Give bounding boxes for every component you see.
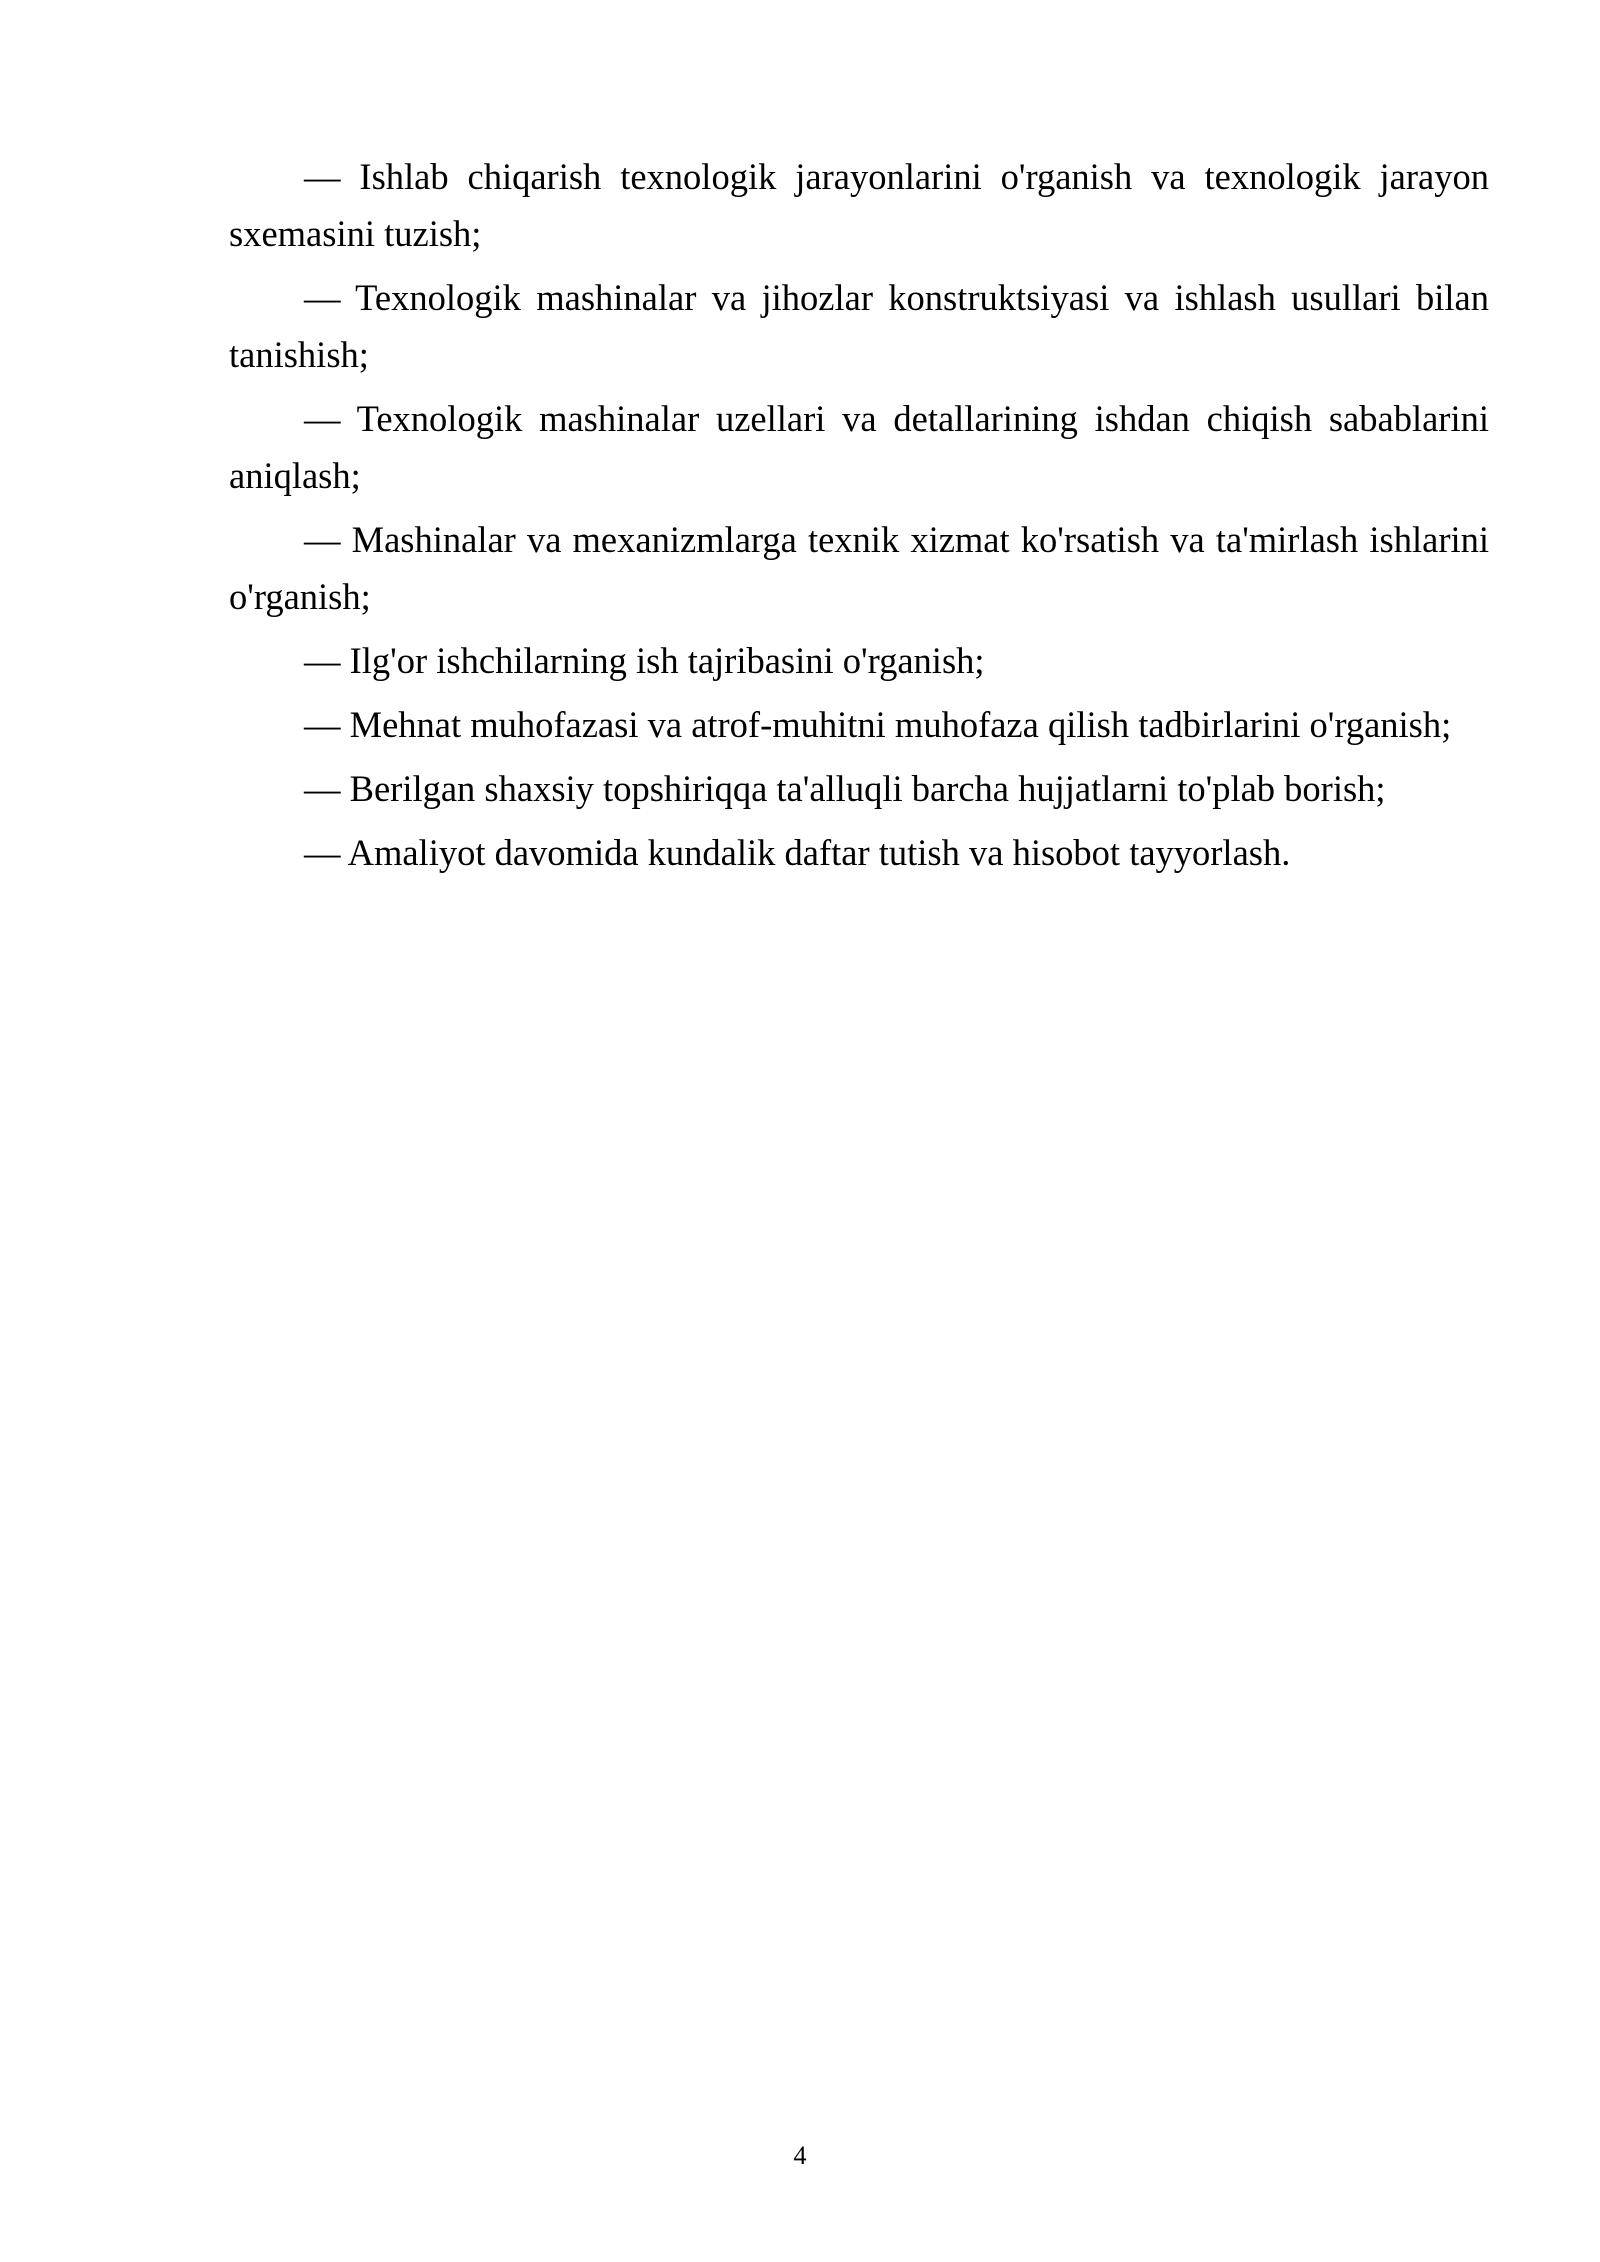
- list-item-maintenance-repair: — Mashinalar va mexanizmlarga texnik xizmat ko'rsatish va ta'mirlash ishlarini o'rganish;: [229, 519, 1489, 617]
- page-number: 4: [793, 2141, 807, 2170]
- list-item-advanced-workers: — Ilg'or ishchilarning ish tajribasini o'rganish;: [304, 640, 985, 681]
- list-item-documents: — Berilgan shaxsiy topshiriqqa ta'alluqli barcha hujjatlarni to'plab borish;: [304, 768, 1386, 809]
- page-body: [229, 148, 1489, 888]
- list-item-diary-report: — Amaliyot davomida kundalik daftar tutish va hisobot tayyorlash.: [304, 832, 1291, 873]
- list-item-failure-causes: — Texnologik mashinalar uzellari va detallarining ishdan chiqish sabablarini aniqlash;: [229, 398, 1489, 496]
- list-item-technological-processes: — Ishlab chiqarish texnologik jarayonlarini o'rganish va texnologik jarayon sxemasini tuzish;: [229, 156, 1489, 254]
- list-item-machines-construction: — Texnologik mashinalar va jihozlar konstruktsiyasi va ishlash usullari bilan tanishish;: [229, 277, 1489, 375]
- list-item-labor-protection: — Mehnat muhofazasi va atrof-muhitni muhofaza qilish tadbirlarini o'rganish;: [304, 704, 1452, 745]
